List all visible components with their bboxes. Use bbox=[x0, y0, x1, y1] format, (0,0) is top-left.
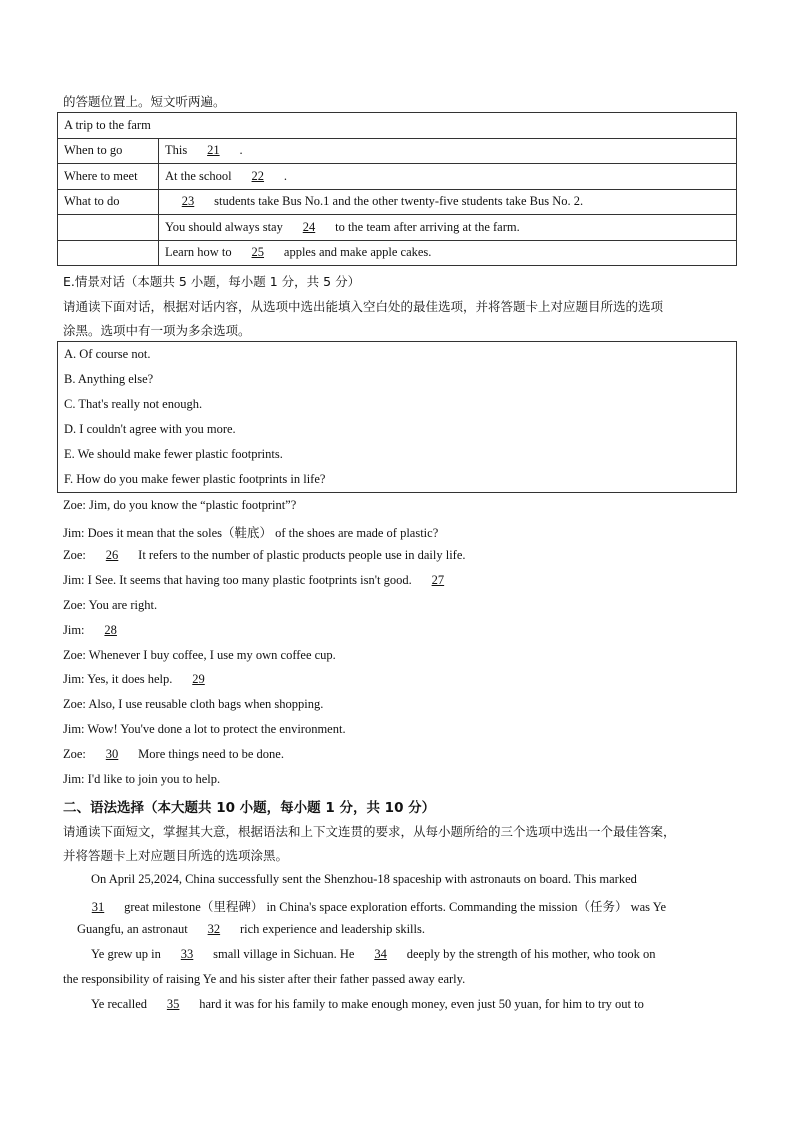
passage-line: Ye recalled 35 hard it was for his family to make enough money, even just 50 yuan, for him to try out to bbox=[91, 997, 644, 1011]
option-c: C. That's really not enough. bbox=[64, 397, 203, 411]
option-d: D. I couldn't agree with you more. bbox=[64, 422, 236, 436]
option-f: F. How do you make fewer plastic footprints in life? bbox=[64, 472, 326, 486]
answer-blank-28[interactable]: 28 bbox=[104, 623, 117, 637]
table-row bbox=[58, 215, 737, 241]
row-content: This 21 . bbox=[159, 138, 737, 164]
dialogue-line: Jim: I'd like to join you to help. bbox=[63, 772, 221, 786]
answer-blank-26[interactable]: 26 bbox=[105, 548, 119, 562]
dialogue-line: Zoe: You are right. bbox=[63, 598, 158, 612]
row-content: Learn how to 25 apples and make apple cakes. bbox=[159, 240, 737, 266]
trip-table bbox=[57, 112, 737, 266]
dialogue-line: Zoe: Also, I use reusable cloth bags when shopping. bbox=[63, 697, 324, 711]
passage-line: Ye grew up in 33 small village in Sichuan. He 34 deeply by the strength of his mother, who took on bbox=[91, 947, 656, 961]
table-row bbox=[58, 164, 737, 190]
section-e-instruction-2: 涂黑。选项中有一项为多余选项。 bbox=[63, 323, 251, 338]
row-content: At the school 22 . bbox=[159, 164, 737, 190]
option-e: E. We should make fewer plastic footprints. bbox=[64, 447, 283, 461]
section-e-heading: E.情景对话（本题共 5 小题，每小题 1 分，共 5 分） bbox=[63, 274, 361, 289]
dialogue-line: Jim: I See. It seems that having too many plastic footprints isn't good. 27 bbox=[63, 573, 461, 588]
option-a: A. Of course not. bbox=[64, 347, 151, 361]
row-label: Where to meet bbox=[58, 164, 159, 190]
answer-blank-22[interactable]: 22 bbox=[251, 168, 265, 183]
dialogue-line: Jim: Yes, it does help. 29 bbox=[63, 672, 222, 687]
dialogue-line: Zoe: Whenever I buy coffee, I use my own coffee cup. bbox=[63, 648, 336, 662]
answer-blank-23[interactable]: 23 bbox=[181, 194, 195, 209]
passage-line: On April 25,2024, China successfully sent the Shenzhou-18 spaceship with astronauts on board. This marked bbox=[91, 872, 637, 886]
row-label bbox=[58, 240, 159, 266]
answer-blank-34[interactable]: 34 bbox=[374, 947, 387, 961]
table-row bbox=[58, 189, 737, 215]
answer-blank-31[interactable]: 31 bbox=[91, 900, 105, 914]
section-2-instruction-1: 请通读下面短文，掌握其大意，根据语法和上下文连贯的要求，从每小题所给的三个选项中选出一个最佳答案， bbox=[63, 824, 676, 839]
dialogue-line: Jim: 28 bbox=[63, 623, 134, 638]
dialogue-line: Jim: Wow! You've done a lot to protect the environment. bbox=[63, 722, 346, 736]
options-box bbox=[57, 341, 737, 493]
answer-blank-30[interactable]: 30 bbox=[105, 747, 119, 761]
dialogue-line: Zoe: 26 It refers to the number of plastic products people use in daily life. bbox=[63, 548, 466, 562]
answer-blank-29[interactable]: 29 bbox=[192, 672, 205, 686]
answer-blank-35[interactable]: 35 bbox=[166, 997, 180, 1011]
table-row bbox=[58, 240, 737, 266]
dialogue-line: Jim: Does it mean that the soles（鞋底） of the shoes are made of plastic? bbox=[63, 526, 439, 540]
table-row bbox=[58, 138, 737, 164]
dialogue-line: Zoe: 30 More things need to be done. bbox=[63, 747, 284, 761]
answer-blank-32[interactable]: 32 bbox=[207, 922, 221, 936]
answer-blank-33[interactable]: 33 bbox=[180, 947, 194, 961]
answer-blank-21[interactable]: 21 bbox=[207, 143, 220, 158]
answer-blank-25[interactable]: 25 bbox=[251, 245, 265, 260]
answer-blank-27[interactable]: 27 bbox=[431, 573, 445, 587]
passage-line: Guangfu, an astronaut 32 rich experience and leadership skills. bbox=[77, 922, 425, 936]
option-b: B. Anything else? bbox=[64, 372, 154, 386]
top-instruction-line: 的答题位置上。短文听两遍。 bbox=[63, 94, 226, 109]
passage-line: 31 great milestone（里程碑） in China's space exploration efforts. Commanding the mission（任务） was Ye bbox=[75, 897, 666, 915]
dialogue-line: Zoe: Jim, do you know the “plastic footprint”? bbox=[63, 498, 297, 512]
trip-table-title: A trip to the farm bbox=[58, 113, 737, 139]
section-2-instruction-2: 并将答题卡上对应题目所选的选项涂黑。 bbox=[63, 848, 289, 863]
section-2-heading: 二、语法选择（本大题共 10 小题，每小题 1 分，共 10 分） bbox=[63, 800, 436, 816]
answer-blank-24[interactable]: 24 bbox=[302, 219, 316, 234]
row-label: When to go bbox=[58, 138, 159, 164]
row-label: What to do bbox=[58, 189, 159, 215]
section-e-instruction-1: 请通读下面对话，根据对话内容，从选项中选出能填入空白处的最佳选项，并将答题卡上对应题目所选的选项 bbox=[63, 299, 664, 314]
row-content: 23 students take Bus No.1 and the other twenty-five students take Bus No. 2. bbox=[159, 189, 737, 215]
row-content: You should always stay 24 to the team after arriving at the farm. bbox=[159, 215, 737, 241]
row-label bbox=[58, 215, 159, 241]
passage-line: the responsibility of raising Ye and his sister after their father passed away early. bbox=[63, 972, 466, 986]
